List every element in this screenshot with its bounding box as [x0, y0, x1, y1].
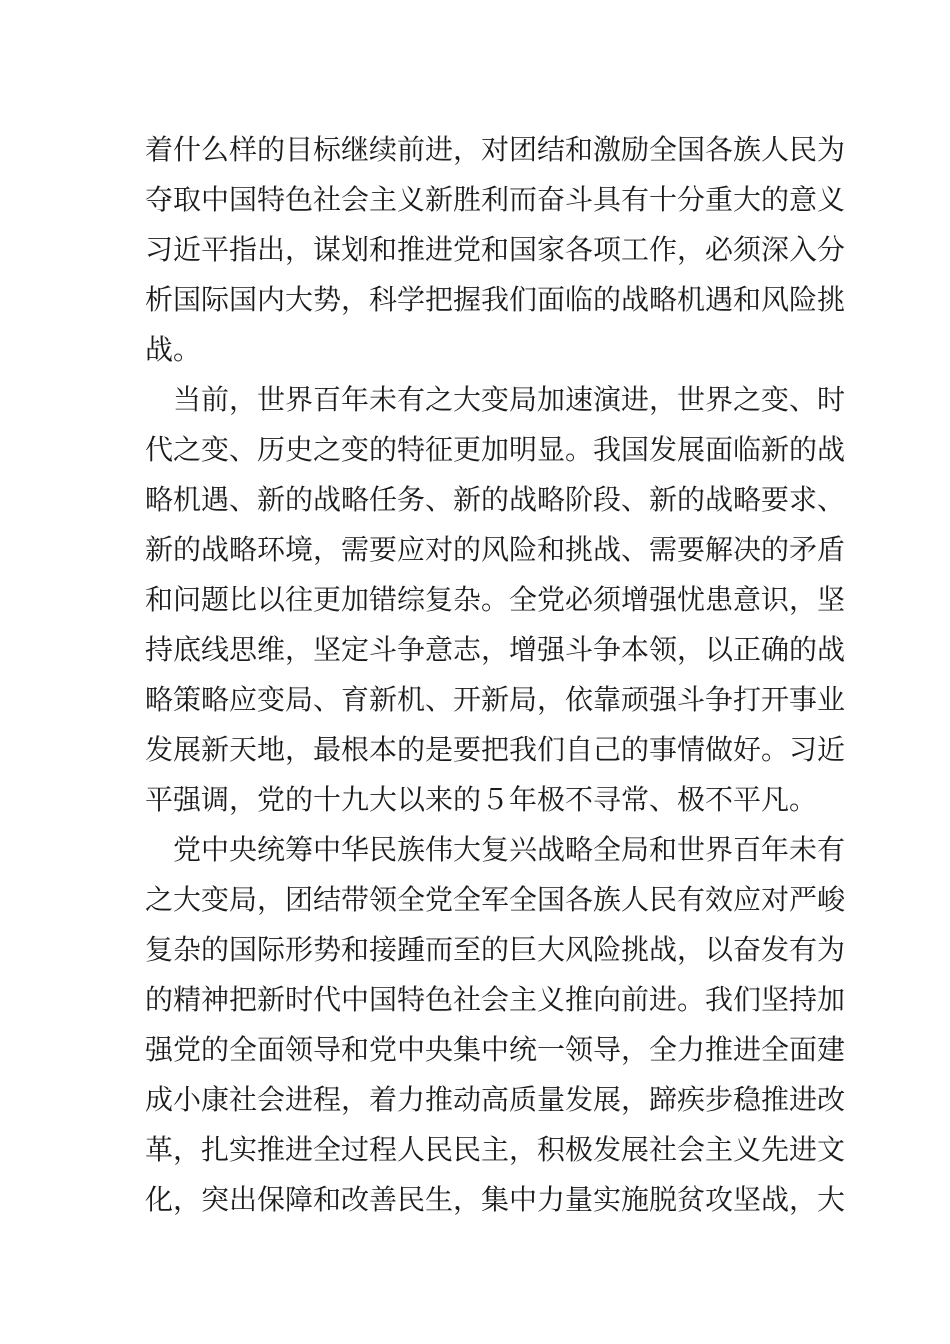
text-line: 略策略应变局、育新机、开新局，依靠顽强斗争打开事业 — [145, 683, 846, 716]
text-line: 的精神把新时代中国特色社会主义推向前进。我们坚持加 — [145, 983, 846, 1016]
text-line: 持底线思维，坚定斗争意志，增强斗争本领，以正确的战 — [145, 633, 846, 666]
text-line: 和问题比以往更加错综复杂。全党必须增强忧患意识，坚 — [145, 583, 846, 616]
text-line: 战。 — [145, 333, 202, 366]
text-line: 发展新天地，最根本的是要把我们自己的事情做好。习近 — [145, 733, 846, 766]
text-line: 成小康社会进程，着力推动高质量发展，蹄疾步稳推进改 — [145, 1083, 846, 1116]
text-line: 着什么样的目标继续前进，对团结和激励全国各族人民为 — [145, 133, 846, 166]
text-line: 习近平指出，谋划和推进党和国家各项工作，必须深入分 — [145, 233, 846, 266]
text-line: 夺取中国特色社会主义新胜利而奋斗具有十分重大的意义 — [145, 183, 846, 216]
text-line: 略机遇、新的战略任务、新的战略阶段、新的战略要求、 — [145, 483, 846, 516]
document-body — [145, 125, 846, 1225]
text-line: 平强调，党的十九大以来的５年极不寻常、极不平凡。 — [145, 783, 818, 816]
text-line: 革，扎实推进全过程人民民主，积极发展社会主义先进文 — [145, 1133, 846, 1166]
text-line: 当前，世界百年未有之大变局加速演进，世界之变、时 — [145, 383, 846, 416]
text-line: 析国际国内大势，科学把握我们面临的战略机遇和风险挑 — [145, 283, 846, 316]
text-line: 党中央统筹中华民族伟大复兴战略全局和世界百年未有 — [145, 833, 846, 866]
text-line: 复杂的国际形势和接踵而至的巨大风险挑战，以奋发有为 — [145, 933, 846, 966]
text-line: 强党的全面领导和党中央集中统一领导，全力推进全面建 — [145, 1033, 846, 1066]
text-line: 代之变、历史之变的特征更加明显。我国发展面临新的战 — [145, 433, 846, 466]
text-line: 新的战略环境，需要应对的风险和挑战、需要解决的矛盾 — [145, 533, 846, 566]
text-line: 化，突出保障和改善民生，集中力量实施脱贫攻坚战，大 — [145, 1183, 846, 1216]
text-line: 之大变局，团结带领全党全军全国各族人民有效应对严峻 — [145, 883, 846, 916]
